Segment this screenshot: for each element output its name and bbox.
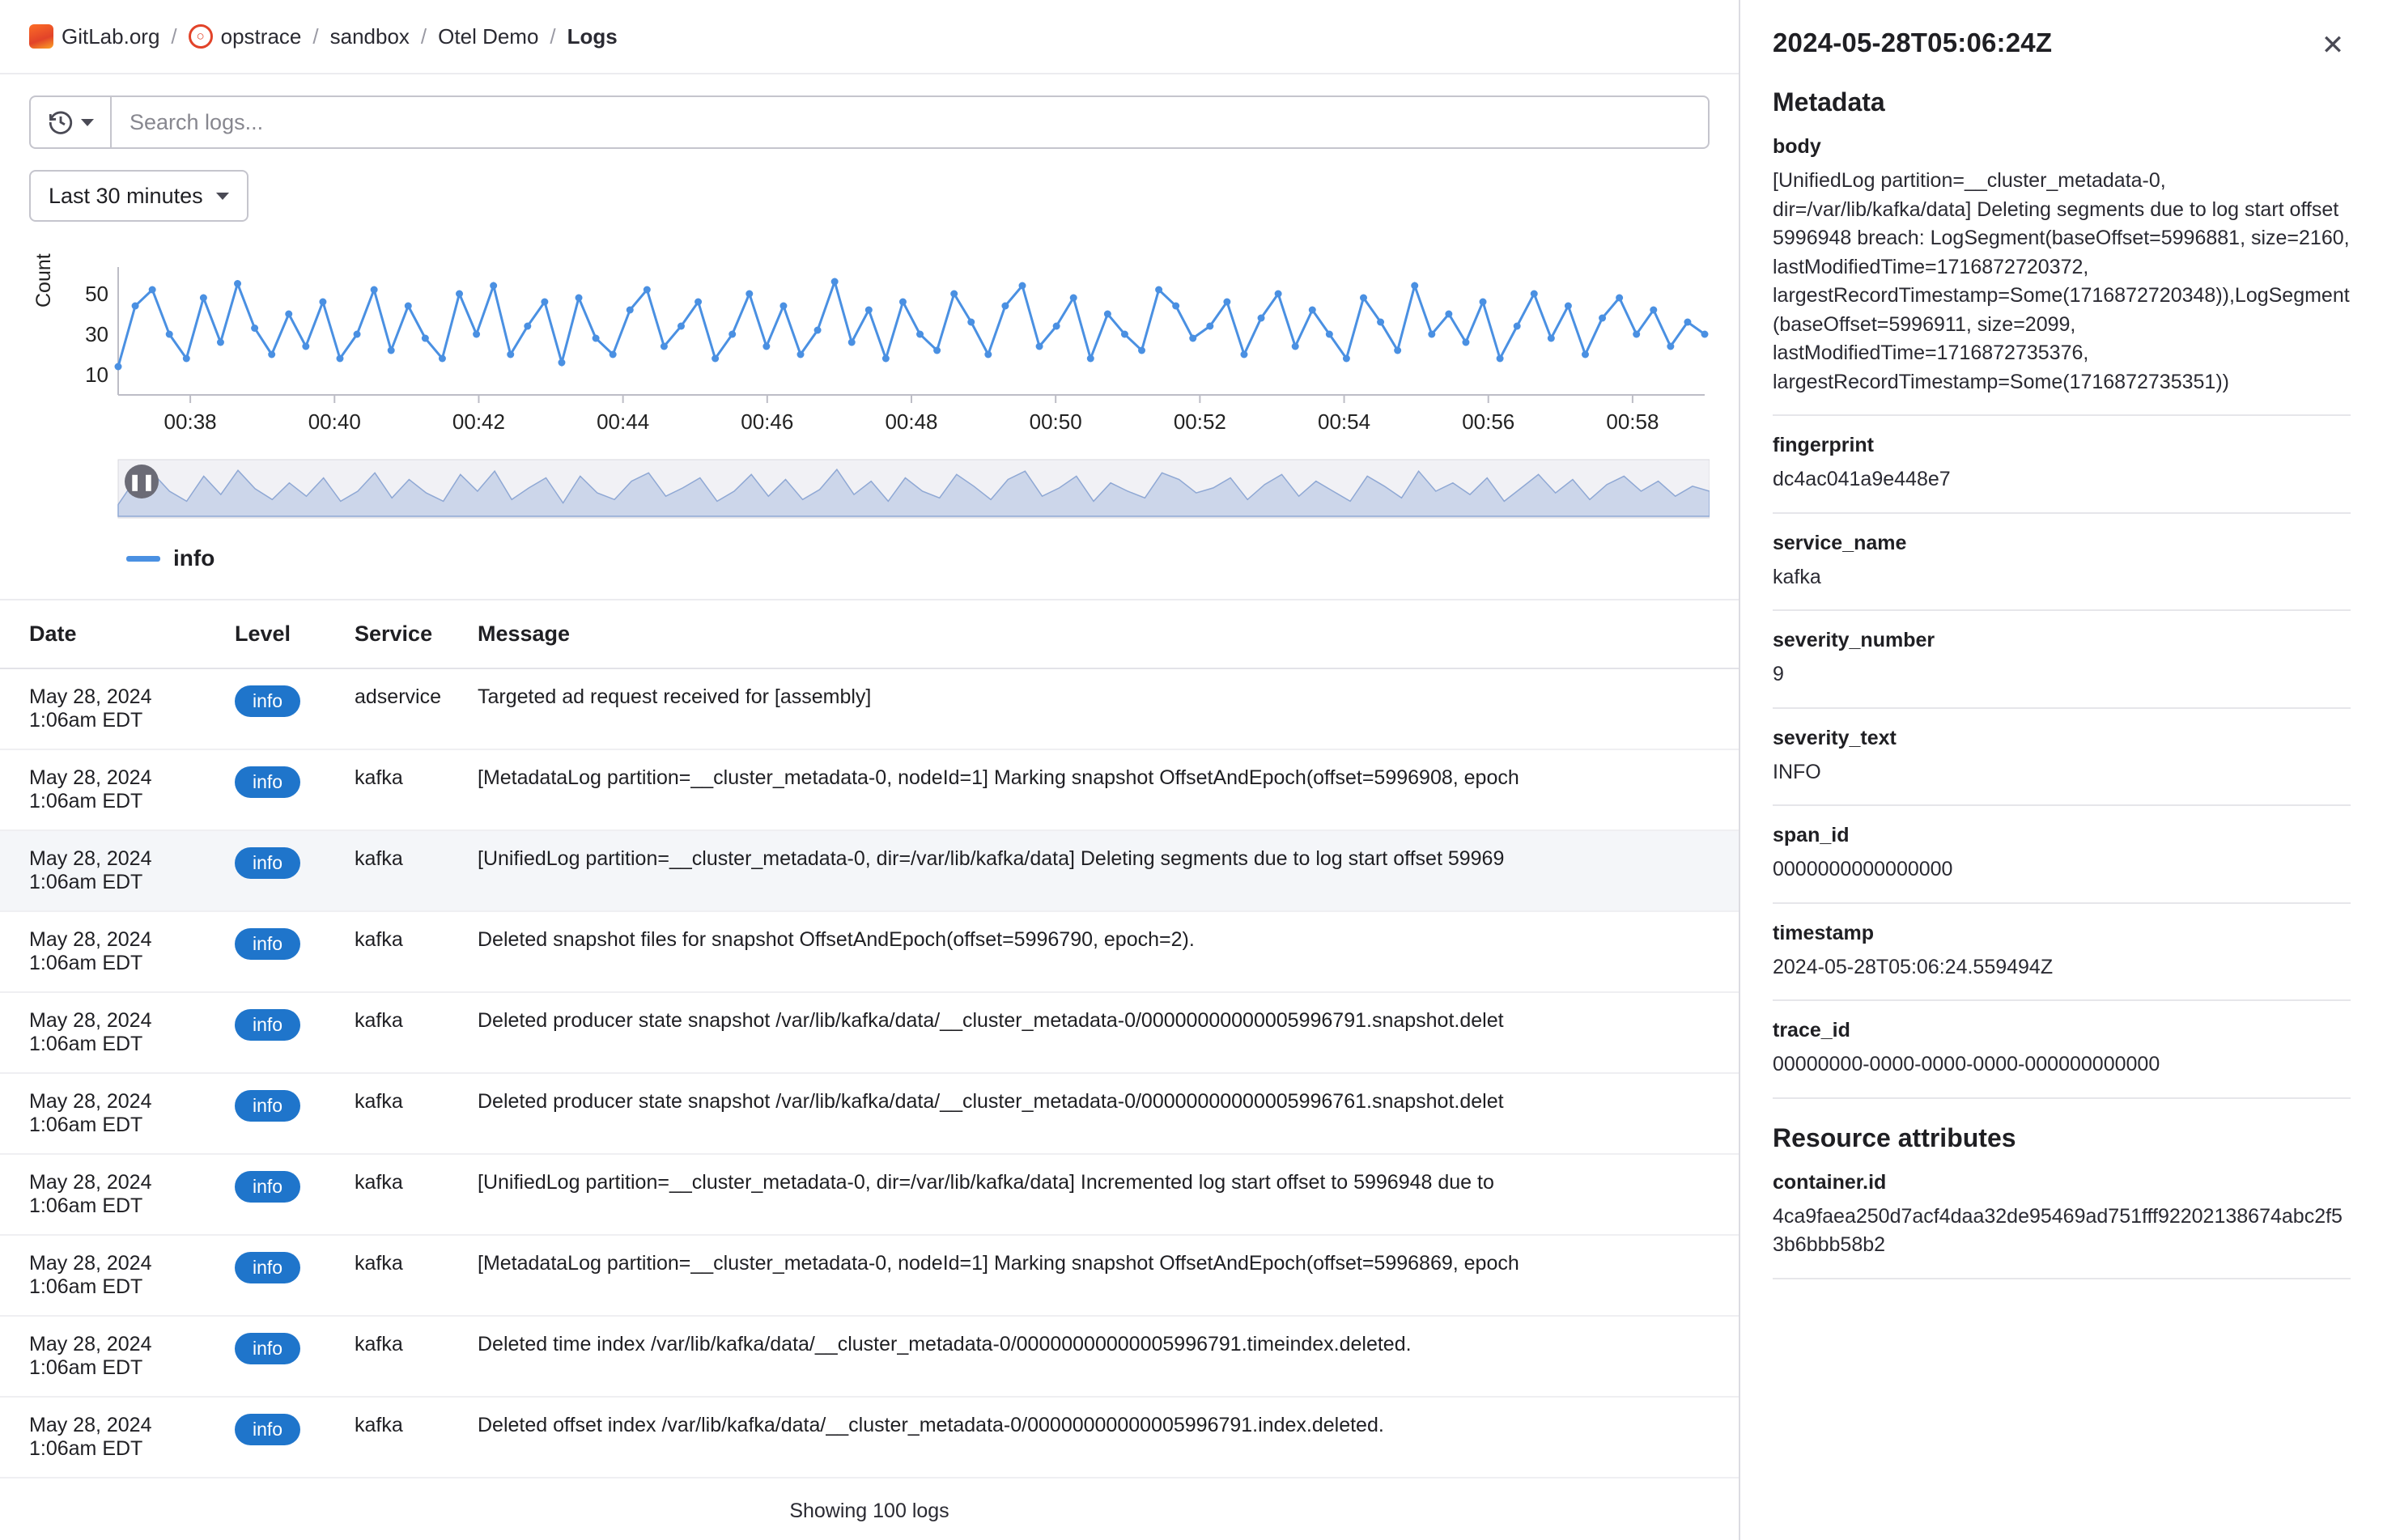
svg-text:00:50: 00:50 <box>1029 409 1082 434</box>
time-range-selector[interactable] <box>29 170 248 222</box>
date-primary: May 28, 2024 <box>29 1333 152 1355</box>
svg-text:00:44: 00:44 <box>597 409 650 434</box>
cell-message <box>478 1154 1739 1235</box>
svg-text:00:40: 00:40 <box>308 409 361 434</box>
chart-y-axis-label: Count <box>32 253 55 308</box>
cell-date <box>0 830 235 911</box>
metadata-value: kafka <box>1773 565 1821 588</box>
gitlab-logo-icon <box>29 24 53 49</box>
date-primary: May 28, 2024 <box>29 1171 152 1194</box>
brush-svg <box>29 456 1710 521</box>
cell-service: kafka <box>355 1154 478 1235</box>
cell-date <box>0 1316 235 1397</box>
cell-service: kafka <box>355 911 478 992</box>
date-primary: May 28, 2024 <box>29 685 152 708</box>
opstrace-logo-icon: ○ <box>189 24 213 49</box>
message-text: Deleted time index /var/lib/kafka/data/__cluster_metadata-0/00000000000005996791.timeindex.deleted. <box>478 1333 1412 1355</box>
cell-level <box>235 992 355 1073</box>
legend-label-info: info <box>173 545 215 571</box>
svg-text:00:46: 00:46 <box>741 409 794 434</box>
search-input[interactable] <box>110 95 1710 149</box>
date-primary: May 28, 2024 <box>29 1009 152 1032</box>
date-secondary: 1:06am EDT <box>29 1114 143 1136</box>
search-history-button[interactable] <box>29 95 110 149</box>
logs-count-footer: Showing 100 logs <box>789 1500 949 1522</box>
date-secondary: 1:06am EDT <box>29 1275 143 1298</box>
log-volume-chart <box>0 222 1739 600</box>
date-secondary: 1:06am EDT <box>29 952 143 974</box>
table-row[interactable] <box>0 1316 1739 1397</box>
column-header-service[interactable]: Service <box>355 600 478 668</box>
metadata-list <box>1740 117 2383 1099</box>
column-header-level[interactable]: Level <box>235 600 355 668</box>
breadcrumb-label: opstrace <box>220 23 302 49</box>
cell-message <box>478 668 1739 749</box>
metadata-field <box>1740 416 2383 494</box>
resource-attributes-list <box>1740 1153 2383 1279</box>
chart-plot-area <box>29 249 1710 452</box>
svg-text:00:58: 00:58 <box>1606 409 1659 434</box>
metadata-value: 9 <box>1773 663 1784 685</box>
metadata-field <box>1740 611 2383 689</box>
logs-table <box>0 600 1739 1478</box>
logs-table-head <box>0 600 1739 668</box>
cell-service: kafka <box>355 1397 478 1478</box>
svg-text:50: 50 <box>85 282 108 306</box>
status-badge: info <box>235 685 300 717</box>
metadata-value: dc4ac041a9e448e7 <box>1773 468 1951 490</box>
cell-message <box>478 749 1739 830</box>
cell-message <box>478 911 1739 992</box>
metadata-field <box>1740 1153 2383 1260</box>
metadata-value: [UnifiedLog partition=__cluster_metadata-0, dir=/var/lib/kafka/data] Deleting segments due to log start offset 5996948 breach: LogSegment(baseOffset=5996881, size=2160, lastModifiedTime=1716872720372, largestRecordTimestamp=Some(1716872720348)),LogSegment(baseOffset=5996911, size=2099, lastModifiedTime=1716872735376, largestRecordTimestamp=Some(1716872735351)) <box>1773 169 2350 393</box>
table-row[interactable] <box>0 830 1739 911</box>
metadata-value: 2024-05-28T05:06:24.559494Z <box>1773 955 2054 978</box>
message-text: [UnifiedLog partition=__cluster_metadata-0, dir=/var/lib/kafka/data] Deleting segments due to log start offset 59969 <box>478 847 1505 870</box>
cell-level <box>235 1073 355 1154</box>
cell-date <box>0 749 235 830</box>
svg-text:00:54: 00:54 <box>1318 409 1371 434</box>
metadata-field <box>1740 1001 2383 1080</box>
metadata-key: span_id <box>1773 824 1850 846</box>
cell-level <box>235 1154 355 1235</box>
message-text: [UnifiedLog partition=__cluster_metadata-0, dir=/var/lib/kafka/data] Incremented log start offset to 5996948 due to <box>478 1171 1494 1194</box>
status-badge: info <box>235 1009 300 1041</box>
status-badge: info <box>235 847 300 879</box>
breadcrumb-separator: / <box>550 23 556 49</box>
message-text: Deleted producer state snapshot /var/lib/kafka/data/__cluster_metadata-0/00000000000005996761.snapshot.delet <box>478 1090 1504 1113</box>
table-row[interactable] <box>0 911 1739 992</box>
date-primary: May 28, 2024 <box>29 1090 152 1113</box>
date-primary: May 28, 2024 <box>29 928 152 951</box>
metadata-value: 00000000-0000-0000-0000-000000000000 <box>1773 1053 2160 1075</box>
cell-service: kafka <box>355 1073 478 1154</box>
chevron-down-icon <box>216 193 229 200</box>
breadcrumb-item-sandbox[interactable]: sandbox <box>329 23 410 49</box>
metadata-value: 0000000000000000 <box>1773 858 1953 880</box>
message-text: Deleted producer state snapshot /var/lib/kafka/data/__cluster_metadata-0/00000000000005996791.snapshot.delet <box>478 1009 1504 1032</box>
cell-date <box>0 1235 235 1316</box>
cell-date <box>0 992 235 1073</box>
cell-service: kafka <box>355 1316 478 1397</box>
resource-attributes-heading: Resource attributes <box>1773 1122 2016 1152</box>
metadata-key: severity_number <box>1773 629 1935 651</box>
time-range-label: Last 30 minutes <box>49 183 203 208</box>
metadata-key: body <box>1773 135 1821 158</box>
chart-legend <box>29 524 1710 599</box>
date-primary: May 28, 2024 <box>29 766 152 789</box>
metadata-heading: Metadata <box>1773 87 1885 117</box>
metadata-field <box>1740 514 2383 592</box>
cell-level <box>235 749 355 830</box>
date-secondary: 1:06am EDT <box>29 709 143 732</box>
status-badge: info <box>235 1090 300 1122</box>
cell-message <box>478 1316 1739 1397</box>
logs-table-body <box>0 668 1739 1478</box>
cell-level <box>235 830 355 911</box>
metadata-key: severity_text <box>1773 726 1897 749</box>
chart-brush[interactable] <box>29 456 1710 524</box>
breadcrumb-item-otel-demo[interactable]: Otel Demo <box>438 23 539 49</box>
cell-service: kafka <box>355 992 478 1073</box>
metadata-field <box>1740 117 2383 397</box>
search-row <box>0 74 1739 149</box>
cell-service: adservice <box>355 668 478 749</box>
message-text: Deleted offset index /var/lib/kafka/data/__cluster_metadata-0/00000000000005996791.index.deleted. <box>478 1414 1384 1436</box>
metadata-field <box>1740 709 2383 787</box>
drawer-title: 2024-05-28T05:06:24Z <box>1773 28 2053 57</box>
message-text: Targeted ad request received for [assembly] <box>478 685 872 708</box>
status-badge: info <box>235 1414 300 1445</box>
table-row[interactable] <box>0 749 1739 830</box>
cell-message <box>478 1073 1739 1154</box>
table-row[interactable] <box>0 1154 1739 1235</box>
breadcrumb-item-logs[interactable]: Logs <box>567 23 618 49</box>
status-badge: info <box>235 928 300 960</box>
message-text: [MetadataLog partition=__cluster_metadata-0, nodeId=1] Marking snapshot OffsetAndEpoch(offset=5996908, epoch <box>478 766 1519 789</box>
status-badge: info <box>235 766 300 798</box>
timerange-row <box>0 149 1739 222</box>
breadcrumb-separator: / <box>420 23 427 49</box>
date-secondary: 1:06am EDT <box>29 1437 143 1460</box>
svg-text:00:48: 00:48 <box>885 409 938 434</box>
table-row[interactable] <box>0 668 1739 749</box>
svg-text:10: 10 <box>85 363 108 387</box>
cell-date <box>0 911 235 992</box>
divider <box>1773 1278 2351 1279</box>
cell-message <box>478 1397 1739 1478</box>
cell-level <box>235 911 355 992</box>
cell-date <box>0 1397 235 1478</box>
date-primary: May 28, 2024 <box>29 847 152 870</box>
table-row[interactable] <box>0 1397 1739 1478</box>
column-header-date[interactable]: Date <box>0 600 235 668</box>
chevron-down-icon <box>81 119 94 126</box>
cell-date <box>0 1154 235 1235</box>
message-text: Deleted snapshot files for snapshot OffsetAndEpoch(offset=5996790, epoch=2). <box>478 928 1195 951</box>
svg-text:00:42: 00:42 <box>452 409 505 434</box>
metadata-key: trace_id <box>1773 1019 1850 1042</box>
history-clock-icon <box>47 108 74 136</box>
metadata-value: 4ca9faea250d7acf4daa32de95469ad751fff92202138674abc2f53b6bbb58b2 <box>1773 1204 2343 1256</box>
date-primary: May 28, 2024 <box>29 1414 152 1436</box>
date-secondary: 1:06am EDT <box>29 1194 143 1217</box>
cell-service: kafka <box>355 830 478 911</box>
column-header-message[interactable]: Message <box>478 600 1739 668</box>
cell-level <box>235 1316 355 1397</box>
date-secondary: 1:06am EDT <box>29 790 143 812</box>
log-detail-drawer <box>1739 0 2383 1540</box>
breadcrumb-label: GitLab.org <box>62 23 160 49</box>
status-badge: info <box>235 1252 300 1283</box>
cell-level <box>235 668 355 749</box>
breadcrumb-item-gitlab[interactable] <box>29 24 159 49</box>
metadata-key: container.id <box>1773 1170 1887 1194</box>
svg-text:00:38: 00:38 <box>164 409 217 434</box>
date-secondary: 1:06am EDT <box>29 1033 143 1055</box>
metadata-key: fingerprint <box>1773 434 1874 456</box>
breadcrumb-item-opstrace[interactable] <box>189 24 302 49</box>
metadata-field <box>1740 806 2383 885</box>
table-header-row <box>0 600 1739 668</box>
cell-service: kafka <box>355 1235 478 1316</box>
cell-level <box>235 1397 355 1478</box>
svg-text:00:52: 00:52 <box>1173 409 1226 434</box>
cell-service: kafka <box>355 749 478 830</box>
cell-message <box>478 992 1739 1073</box>
status-badge: info <box>235 1171 300 1203</box>
cell-message <box>478 1235 1739 1316</box>
date-secondary: 1:06am EDT <box>29 1356 143 1379</box>
date-primary: May 28, 2024 <box>29 1252 152 1275</box>
cell-level <box>235 1235 355 1316</box>
cell-date <box>0 1073 235 1154</box>
date-secondary: 1:06am EDT <box>29 871 143 893</box>
legend-swatch-info <box>126 556 160 562</box>
chart-svg <box>29 249 1710 452</box>
metadata-key: service_name <box>1773 531 1907 554</box>
table-row[interactable] <box>0 1235 1739 1316</box>
status-badge: info <box>235 1333 300 1364</box>
pause-icon[interactable]: ❚❚ <box>125 465 159 498</box>
svg-text:30: 30 <box>85 322 108 346</box>
close-icon[interactable]: ✕ <box>2321 30 2345 61</box>
breadcrumb-separator: / <box>312 23 319 49</box>
message-text: [MetadataLog partition=__cluster_metadata-0, nodeId=1] Marking snapshot OffsetAndEpoch(offset=5996869, epoch <box>478 1252 1519 1275</box>
metadata-value: INFO <box>1773 760 1821 783</box>
drawer-header <box>1740 0 2383 63</box>
metadata-field <box>1740 904 2383 982</box>
cell-date <box>0 668 235 749</box>
metadata-key: timestamp <box>1773 921 1875 944</box>
cell-message <box>478 830 1739 911</box>
table-row[interactable] <box>0 992 1739 1073</box>
table-row[interactable] <box>0 1073 1739 1154</box>
breadcrumb <box>0 0 1739 74</box>
svg-text:00:56: 00:56 <box>1462 409 1515 434</box>
breadcrumb-separator: / <box>171 23 177 49</box>
